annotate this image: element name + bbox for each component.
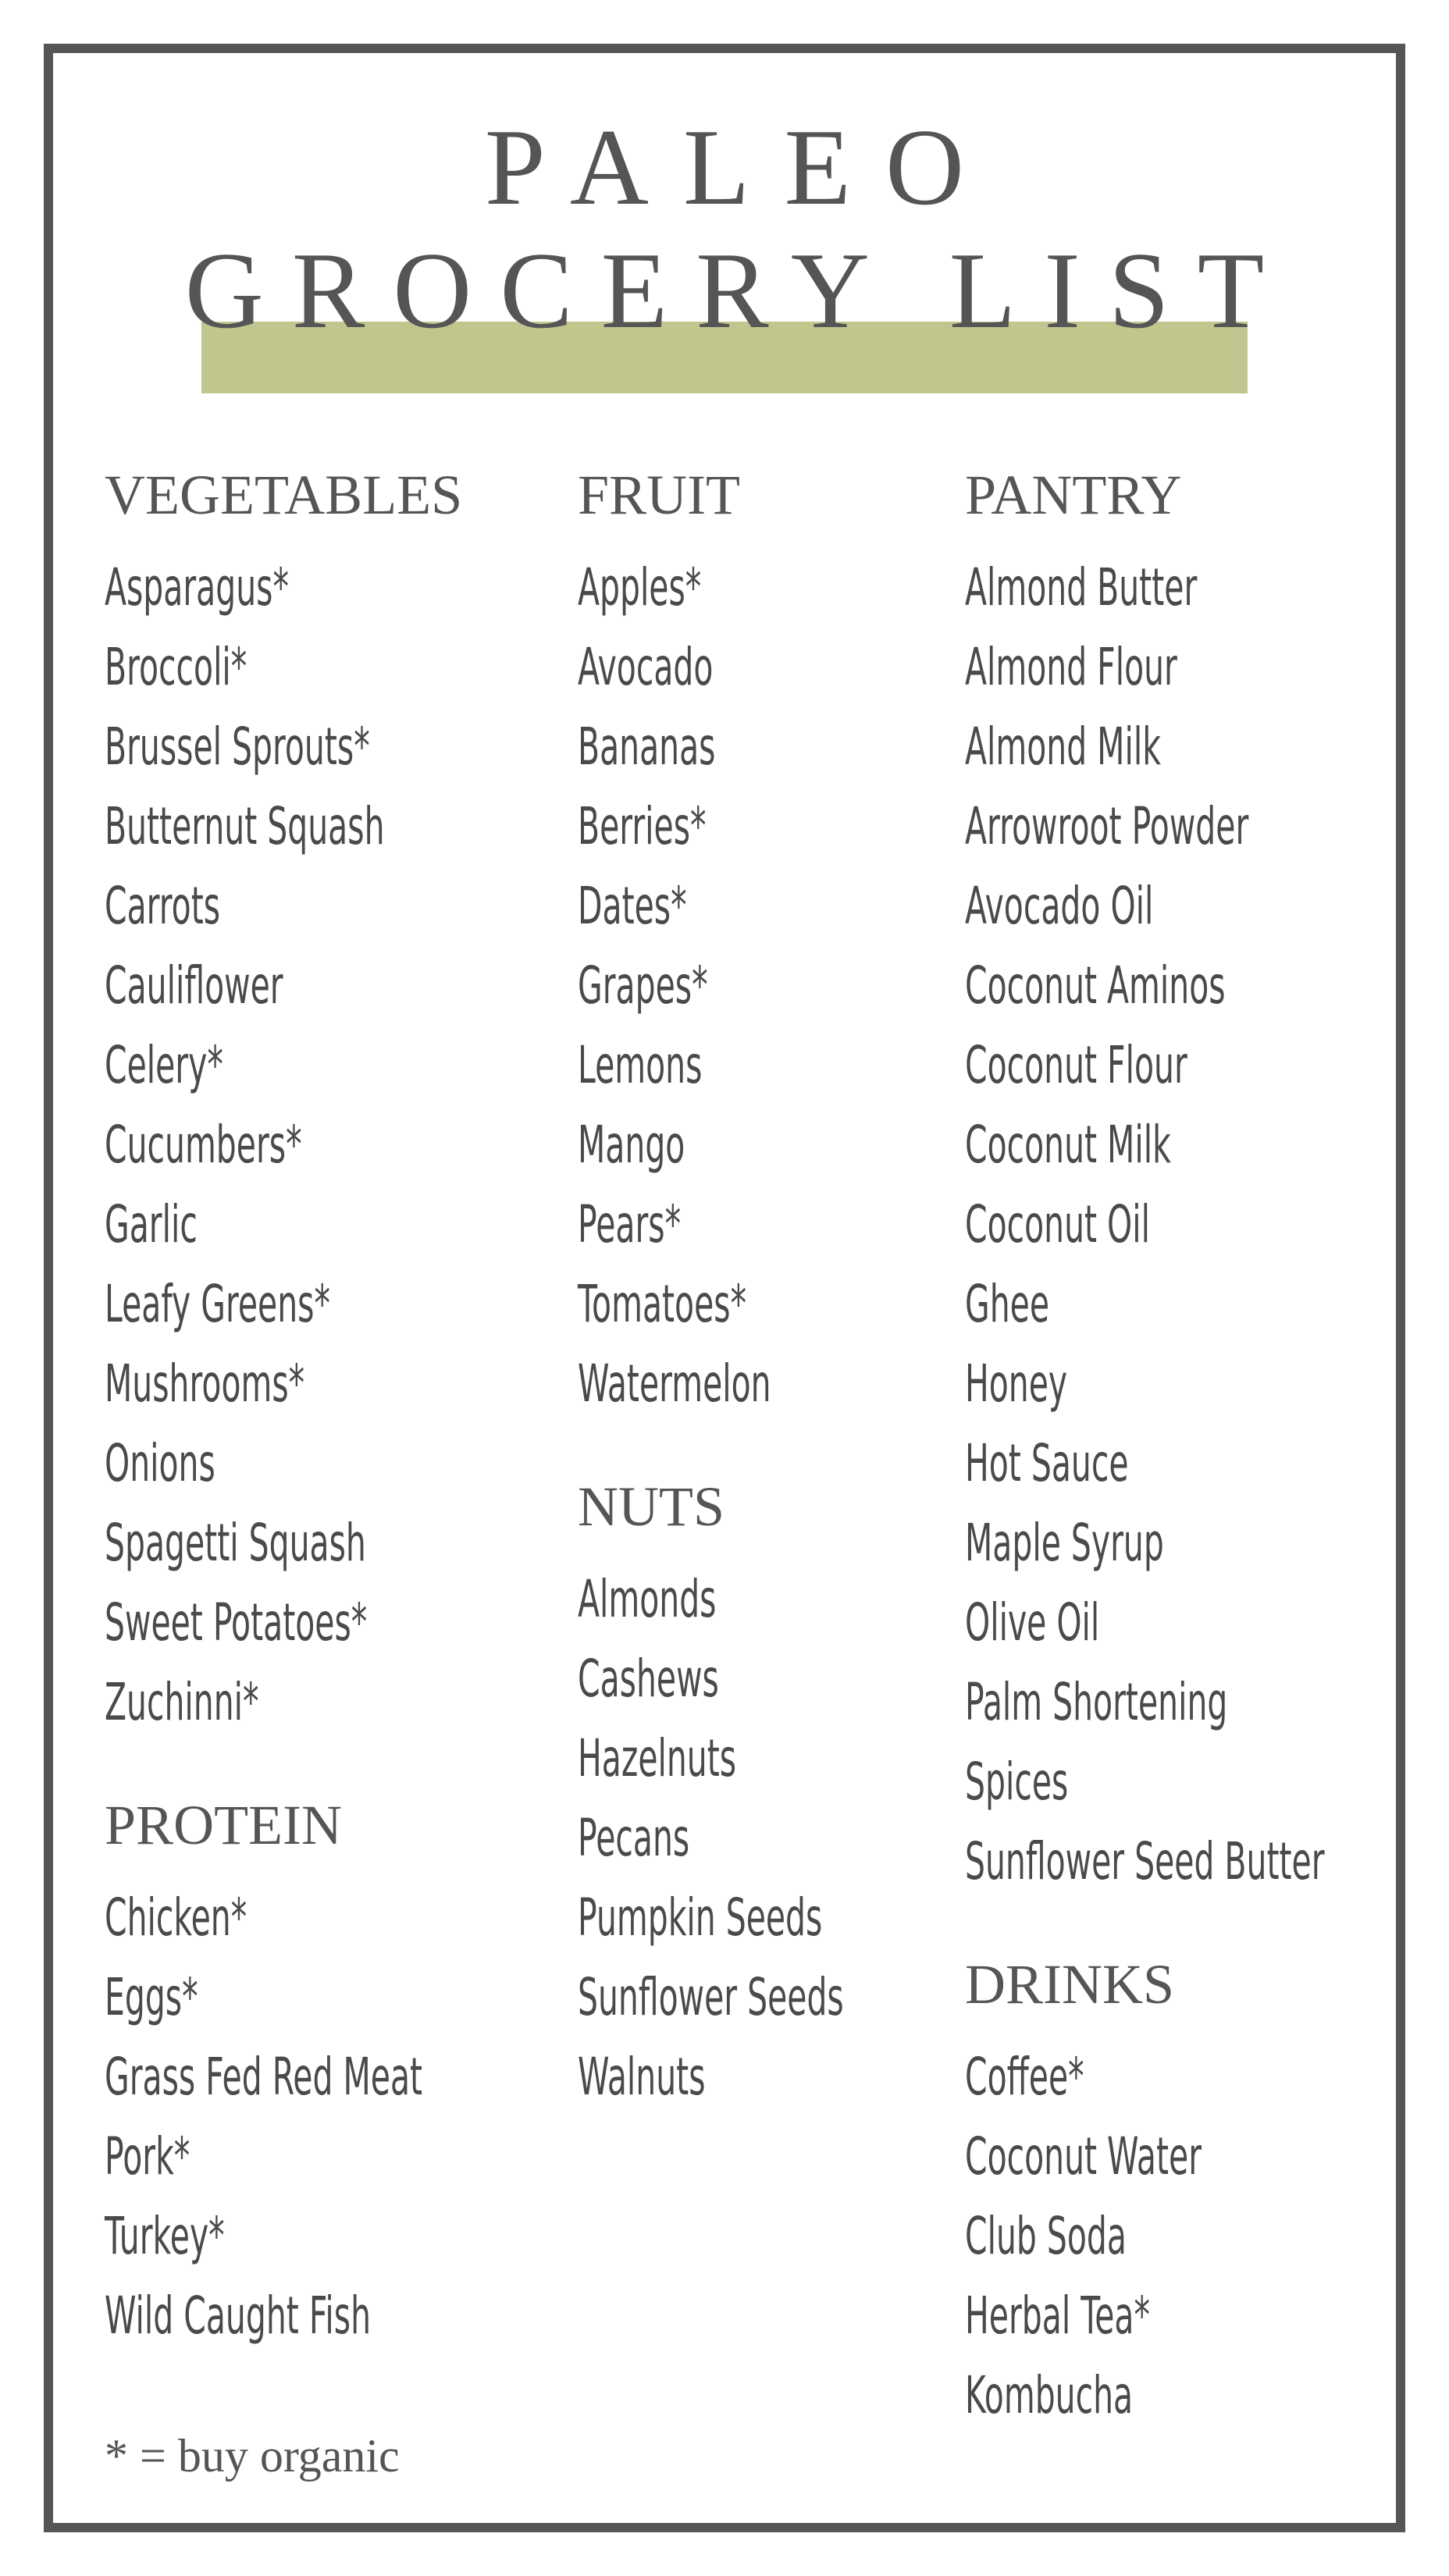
list-item: Dates* [578,876,687,936]
list-item: Berries* [578,796,707,856]
list-item: Sweet Potatoes* [105,1592,368,1653]
pantry-list [965,548,1449,1902]
list-item: Herbal Tea* [965,2286,1150,2346]
list-item: Mango [578,1115,685,1175]
list-item: Pecans [578,1808,690,1868]
list-item: Walnuts [578,2047,706,2107]
list-item: Watermelon [578,1354,771,1414]
list-item: Coconut Oil [965,1194,1151,1254]
list-item: Mushrooms* [105,1354,305,1414]
list-item: Butternut Squash [105,796,385,856]
list-item: Arrowroot Powder [965,796,1249,856]
list-item: Almond Milk [965,717,1161,777]
list-item: Tomatoes* [578,1274,747,1334]
column-left [105,459,618,2356]
list-item: Avocado [578,637,714,697]
list-item: Almond Butter [965,557,1198,617]
list-item: Spagetti Squash [105,1513,366,1573]
list-item: Apples* [578,557,702,617]
list-item: Chicken* [105,1888,247,1948]
list-item: Onions [105,1433,215,1493]
list-item: Hot Sauce [965,1433,1129,1493]
list-item: Eggs* [105,1967,198,2027]
list-item: Kombucha [965,2365,1134,2425]
section-heading-pantry: PANTRY [965,464,1182,526]
list-item: Broccoli* [105,637,247,697]
list-item: Coconut Flour [965,1035,1187,1095]
list-item: Brussel Sprouts* [105,717,370,777]
title-line-1: PALEO [484,107,999,228]
list-item: Maple Syrup [965,1513,1164,1573]
list-item: Carrots [105,876,221,936]
list-item: Zuchinni* [105,1672,259,1732]
list-item: Club Soda [965,2206,1127,2266]
list-item: Grass Fed Red Meat [105,2047,423,2107]
list-item: Coconut Water [965,2126,1202,2186]
list-item: Cashews [578,1649,719,1709]
fruit-list [578,548,1007,1424]
list-item: Leafy Greens* [105,1274,330,1334]
column-right [965,459,1449,2435]
list-item: Olive Oil [965,1592,1100,1653]
list-item: Sunflower Seed Butter [965,1831,1325,1891]
section-heading-drinks: DRINKS [965,1953,1175,2016]
protein-list [105,1878,618,2356]
list-item: Pork* [105,2126,190,2186]
list-item: Almonds [578,1569,717,1629]
list-item: Lemons [578,1035,703,1095]
organic-footnote: * = buy organic [105,2430,400,2482]
title-line-2: GROCERY LIST [184,230,1293,351]
list-item: Pears* [578,1194,682,1254]
list-item: Bananas [578,717,716,777]
list-item: Pumpkin Seeds [578,1888,823,1948]
list-item: Hazelnuts [578,1728,737,1788]
section-heading-vegetables: VEGETABLES [105,464,463,526]
column-middle [578,459,1007,2117]
section-heading-protein: PROTEIN [105,1794,342,1856]
list-item: Avocado Oil [965,876,1154,936]
vegetables-list [105,548,618,1742]
list-item: Palm Shortening [965,1672,1228,1732]
list-item: Coffee* [965,2047,1084,2107]
list-item: Honey [965,1354,1068,1414]
list-item: Garlic [105,1194,198,1254]
list-item: Cucumbers* [105,1115,302,1175]
list-item: Spices [965,1752,1069,1812]
list-item: Coconut Aminos [965,955,1226,1016]
nuts-list [578,1560,1007,2117]
list-item: Coconut Milk [965,1115,1171,1175]
list-item: Cauliflower [105,955,283,1016]
list-item: Sunflower Seeds [578,1967,844,2027]
list-item: Ghee [965,1274,1049,1334]
list-item: Celery* [105,1035,223,1095]
drinks-list [965,2037,1449,2435]
list-item: Wild Caught Fish [105,2286,372,2346]
list-item: Almond Flour [965,637,1177,697]
list-item: Turkey* [105,2206,225,2266]
section-heading-nuts: NUTS [578,1475,725,1538]
list-item: Asparagus* [105,557,289,617]
list-item: Grapes* [578,955,708,1016]
section-heading-fruit: FRUIT [578,464,741,526]
